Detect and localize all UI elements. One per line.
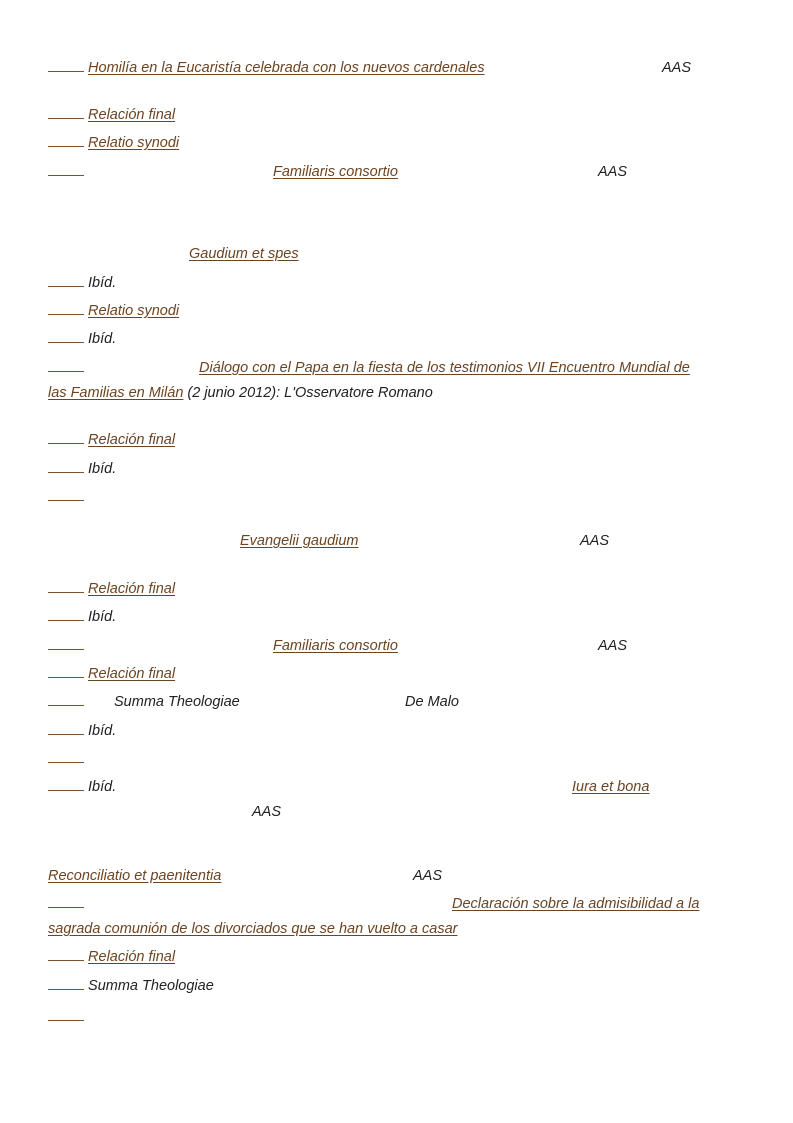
footnote-link[interactable]: las Familias en Milán <box>48 385 184 401</box>
footnote-marker[interactable] <box>48 359 84 372</box>
ibid-text: Ibíd. <box>88 609 117 625</box>
journal-abbrev: AAS <box>252 804 282 820</box>
footnote-23 <box>48 895 84 913</box>
footnote-20 <box>48 750 84 768</box>
journal-abbrev: AAS <box>598 638 628 654</box>
footnote-14 <box>48 580 175 598</box>
ibid-text: Ibíd. <box>88 779 117 795</box>
work-title: Summa Theologiae <box>88 978 214 994</box>
journal-abbrev: AAS <box>580 533 610 549</box>
footnote-link[interactable]: Relación final <box>88 107 176 123</box>
footnote-link[interactable]: Relación final <box>88 666 176 682</box>
footnote-marker[interactable] <box>48 948 84 961</box>
footnote-marker[interactable] <box>48 1008 84 1021</box>
footnote-link[interactable]: Diálogo con el Papa en la fiesta de los testimonios VII Encuentro Mundial de <box>199 360 690 376</box>
footnote-link[interactable]: Relación final <box>88 581 176 597</box>
footnote-link[interactable]: Relación final <box>88 949 176 965</box>
journal-abbrev: AAS <box>413 868 443 884</box>
footnote-link[interactable]: Familiaris consortio <box>273 164 398 180</box>
footnote-marker[interactable] <box>48 302 84 315</box>
journal-abbrev: AAS <box>662 60 692 76</box>
ibid-text: Ibíd. <box>88 461 117 477</box>
footnote-link[interactable]: Relatio synodi <box>88 135 180 151</box>
footnote-24 <box>48 948 175 966</box>
work-title: De Malo <box>405 694 459 710</box>
footnote-7 <box>48 302 179 320</box>
footnote-marker[interactable] <box>48 693 84 706</box>
footnote-23-continued <box>48 920 457 938</box>
ibid-text: Ibíd. <box>88 275 117 291</box>
footnote-marker[interactable] <box>48 431 84 444</box>
footnote-22 <box>48 867 221 885</box>
footnote-2 <box>48 106 175 124</box>
footnote-marker[interactable] <box>48 59 84 72</box>
footnote-marker[interactable] <box>48 580 84 593</box>
footnote-marker[interactable] <box>48 637 84 650</box>
footnote-marker[interactable] <box>48 106 84 119</box>
footnote-marker[interactable] <box>48 460 84 473</box>
footnote-link[interactable]: Familiaris consortio <box>273 638 398 654</box>
footnote-marker[interactable] <box>48 722 84 735</box>
footnote-link[interactable]: sagrada comunión de los divorciados que se han vuelto a casar <box>48 921 458 937</box>
footnote-marker[interactable] <box>48 895 84 908</box>
footnote-16 <box>48 637 84 655</box>
citation-text: (2 junio 2012): L'Osservatore Romano <box>183 385 433 401</box>
footnote-link[interactable]: Declaración sobre la admisibilidad a la <box>452 896 700 912</box>
footnote-marker[interactable] <box>48 750 84 763</box>
footnote-link[interactable]: Reconciliatio et paenitentia <box>48 868 222 884</box>
footnote-9-continued <box>48 384 433 402</box>
footnote-9 <box>48 359 84 377</box>
footnote-link[interactable]: Relatio synodi <box>88 303 180 319</box>
footnote-marker[interactable] <box>48 665 84 678</box>
footnote-1 <box>48 59 485 77</box>
footnote-8 <box>48 330 116 348</box>
footnote-10 <box>48 431 175 449</box>
footnote-21 <box>48 778 116 796</box>
footnote-marker[interactable] <box>48 134 84 147</box>
footnote-link[interactable]: Homilía en la Eucaristía celebrada con los nuevos cardenales <box>88 60 485 76</box>
footnote-marker[interactable] <box>48 608 84 621</box>
footnote-19 <box>48 722 116 740</box>
footnote-18 <box>48 693 84 711</box>
footnote-marker[interactable] <box>48 274 84 287</box>
footnote-15 <box>48 608 116 626</box>
footnote-marker[interactable] <box>48 330 84 343</box>
footnote-marker[interactable] <box>48 488 84 501</box>
footnote-26 <box>48 1008 84 1026</box>
footnote-marker[interactable] <box>48 778 84 791</box>
footnote-4 <box>48 163 84 181</box>
footnote-link[interactable]: Iura et bona <box>572 779 650 795</box>
work-title: Summa Theologiae <box>114 694 240 710</box>
footnote-marker[interactable] <box>48 163 84 176</box>
footnote-link[interactable]: Relación final <box>88 432 176 448</box>
footnote-link[interactable]: Gaudium et spes <box>189 246 299 262</box>
footnote-25 <box>48 977 214 995</box>
footnote-link[interactable]: Evangelii gaudium <box>240 533 359 549</box>
footnote-6 <box>48 274 116 292</box>
journal-abbrev: AAS <box>598 164 628 180</box>
footnote-11 <box>48 460 116 478</box>
footnote-12 <box>48 488 84 506</box>
ibid-text: Ibíd. <box>88 331 117 347</box>
ibid-text: Ibíd. <box>88 723 117 739</box>
footnote-marker[interactable] <box>48 977 84 990</box>
footnote-3 <box>48 134 179 152</box>
footnote-17 <box>48 665 175 683</box>
